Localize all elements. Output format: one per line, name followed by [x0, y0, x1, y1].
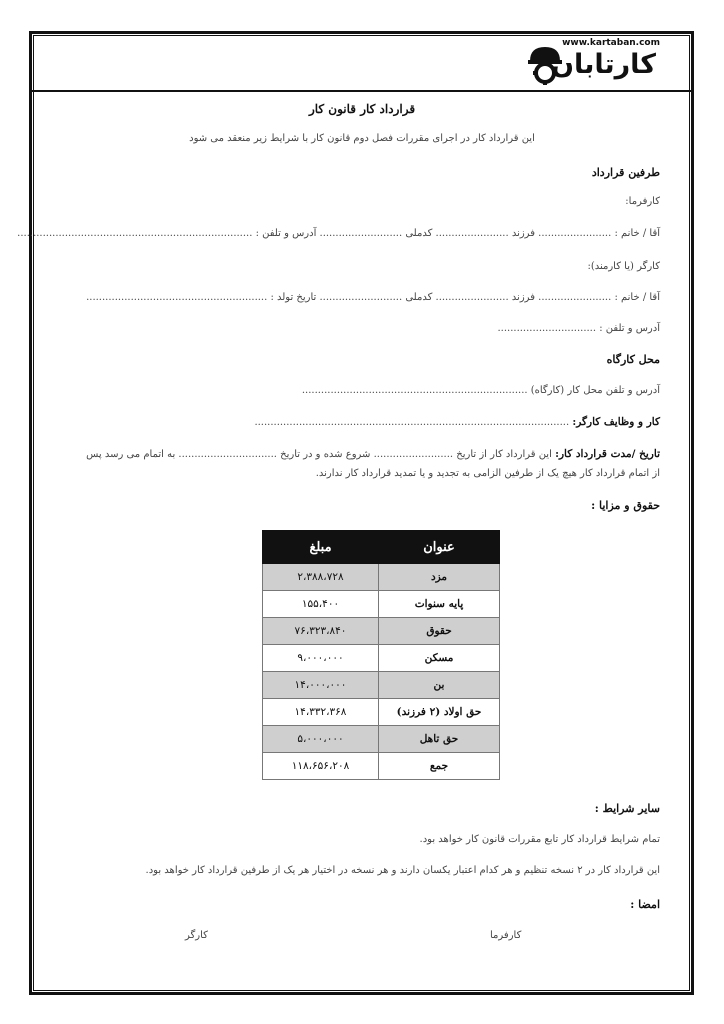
benefit-amount: ۵،۰۰۰،۰۰۰: [263, 726, 379, 753]
benefits-header-row: [263, 531, 500, 564]
other-terms-heading: سایر شرایط :: [594, 802, 660, 815]
table-row: [263, 753, 500, 780]
table-row: [263, 699, 500, 726]
worker-details-line: آقا / خانم : ....................... فرزند ....................... کدملی .......................... تاریخ تولد : .........................................................: [86, 292, 660, 303]
workplace-heading: محل کارگاه: [606, 353, 660, 366]
benefit-amount: ۱۴،۳۳۲،۳۶۸: [263, 699, 379, 726]
column-header-amount: مبلغ: [263, 531, 379, 564]
kartaban-logo: [520, 38, 660, 88]
parties-heading: طرفین قرارداد: [591, 166, 660, 179]
benefits-heading: حقوق و مزایا :: [591, 499, 660, 512]
column-header-title: عنوان: [379, 531, 500, 564]
benefit-name: جمع: [379, 753, 500, 780]
logo-wordmark: کارتابان: [551, 49, 656, 80]
benefit-amount: ۱۵۵،۴۰۰: [263, 591, 379, 618]
logo-url: www.kartaban.com: [562, 38, 660, 48]
benefit-name: بن: [379, 672, 500, 699]
employer-signature-label: کارفرما: [490, 930, 522, 941]
benefit-name: حقوق: [379, 618, 500, 645]
document-title: قرارداد کار قانون کار: [308, 102, 416, 116]
employer-label: کارفرما:: [625, 196, 660, 207]
duration-line-2: از اتمام قرارداد کار هیچ یک از طرفین الزامی به تجدید و یا تمدید قرارداد کار ندارند.: [315, 468, 660, 479]
signature-heading: امضا :: [630, 898, 660, 911]
benefit-name: پایه سنوات: [379, 591, 500, 618]
header-divider: [29, 90, 694, 92]
table-row: [263, 672, 500, 699]
table-row: [263, 564, 500, 591]
benefit-amount: ۷۶،۳۲۳،۸۴۰: [263, 618, 379, 645]
benefit-amount: ۱۱۸،۶۵۶،۲۰۸: [263, 753, 379, 780]
benefit-name: حق تاهل: [379, 726, 500, 753]
benefit-name: مسکن: [379, 645, 500, 672]
duties-heading: کار و وظایف کارگر:: [572, 416, 660, 428]
benefit-amount: ۱۴،۰۰۰،۰۰۰: [263, 672, 379, 699]
table-row: [263, 645, 500, 672]
duration-text: این قرارداد کار از تاریخ ......................... شروع شده و در تاریخ ............................... به اتمام می رسد پس: [86, 449, 552, 460]
benefit-name: حق اولاد (۲ فرزند): [379, 699, 500, 726]
duration-line-1: [86, 448, 660, 460]
benefit-amount: ۹،۰۰۰،۰۰۰: [263, 645, 379, 672]
other-terms-line-2: این قرارداد کار در ۲ نسخه تنظیم و هر کدام اعتبار یکسان دارند و هر نسخه در اختیار هر یک از طرفین قرارداد کار خواهد بود.: [145, 865, 660, 876]
worker-label: کارگر (یا کارمند):: [587, 261, 660, 272]
worker-signature-label: کارگر: [185, 930, 208, 941]
duties-dots: ...................................................................................................: [254, 417, 570, 428]
table-row: [263, 618, 500, 645]
duties-line: [254, 416, 660, 428]
benefits-table: [262, 530, 500, 780]
workplace-address-line: آدرس و تلفن محل کار (کارگاه) .......................................................................: [301, 385, 660, 396]
benefit-name: مزد: [379, 564, 500, 591]
document-subtitle: این قرارداد کار در اجرای مقررات فصل دوم قانون کار با شرایط زیر منعقد می شود: [189, 133, 535, 144]
table-row: [263, 591, 500, 618]
benefit-amount: ۲،۳۸۸،۷۲۸: [263, 564, 379, 591]
duration-heading: تاریخ /مدت قرارداد کار:: [555, 448, 660, 460]
employer-details-line: آقا / خانم : ....................... فرزند ....................... کدملی .......................... آدرس و تلفن : ..........................................................................: [17, 228, 660, 239]
worker-address-line: آدرس و تلفن : ...............................: [497, 323, 660, 334]
other-terms-line-1: تمام شرایط قرارداد کار تابع مقررات قانون کار خواهد بود.: [419, 834, 660, 845]
table-row: [263, 726, 500, 753]
